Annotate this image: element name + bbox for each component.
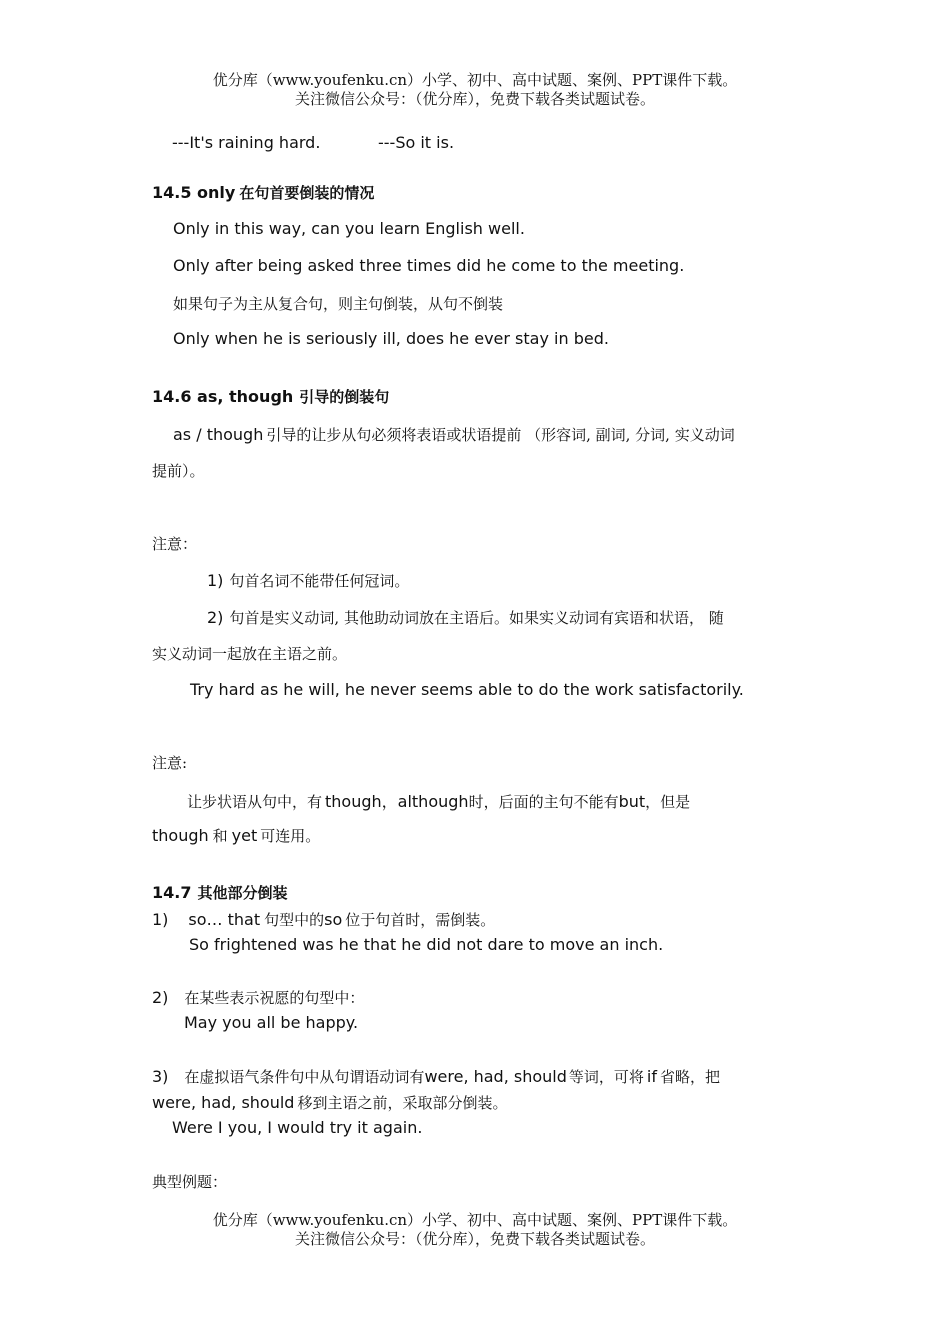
s147-item-1-zh1: 句型中的 (264, 911, 325, 929)
header-line-1: 优分库（www.youfenku.cn）小学、初中、高中试题、案例、PPT课件下载。 (212, 71, 738, 89)
s146-note-item-2-cont: 实义动词一起放在主语之前。 (152, 645, 348, 663)
s147-item-3-cont (152, 1092, 507, 1113)
s146-note2-e: ，但是 (645, 793, 691, 811)
s147-item-1-zh2: 位于句首时，需倒装。 (345, 911, 496, 929)
s147-item-3-en3: were, had, should (152, 1093, 295, 1112)
s147-item-2-example: May you all be happy. (184, 1013, 359, 1032)
s146-description (173, 424, 735, 445)
s146-desc-zh: 引导的让步从句必须将表语或状语提前 （形容词, 副词, 分词, 实义动词 (266, 426, 735, 444)
s146-item-2-num: 2) (207, 608, 224, 627)
dialogue-line-a: ---It's raining hard. (172, 133, 321, 152)
s145-example-2: Only after being asked three times did he come to the meeting. (173, 256, 685, 275)
s147-item-3-zh2: 等词，可将 (568, 1068, 644, 1086)
s147-item-3-example: Were I you, I would try it again. (172, 1118, 423, 1137)
s146-note2-c: 时，后面的主句不能有 (468, 793, 619, 811)
s146-note-label: 注意： (152, 535, 198, 553)
section-14-5-number: 14.5 only (152, 183, 236, 202)
s146-example: Try hard as he will, he never seems able to do the work satisfactorily. (190, 680, 744, 699)
s146-note2-line-1 (187, 789, 690, 812)
section-14-6-title (152, 386, 389, 407)
footer-line-2: 关注微信公众号：（优分库），免费下载各类试题试卷。 (294, 1230, 655, 1248)
section-14-5-title-zh: 在句首要倒装的情况 (239, 184, 375, 202)
s147-item-1-example: So frightened was he that he did not dare to move an inch. (189, 935, 664, 954)
section-14-7-number: 14.7 (152, 883, 192, 902)
s147-item-1-en: so… that (188, 910, 261, 929)
s147-item-3-num: 3) (152, 1067, 169, 1086)
s147-item-2-num: 2) (152, 988, 169, 1007)
s146-item-1-text: 句首名词不能带任何冠词。 (229, 572, 410, 590)
s146-note-item-1 (207, 570, 409, 591)
s146-note2-h: yet (231, 826, 258, 845)
s146-note2-b: though，although (325, 792, 469, 811)
section-14-7-title-zh: 其他部分倒装 (197, 884, 288, 902)
header-line-2: 关注微信公众号：（优分库），免费下载各类试题试卷。 (294, 90, 655, 108)
s147-item-3 (152, 1066, 720, 1087)
s145-example-1: Only in this way, can you learn English well. (173, 219, 525, 238)
dialogue-line-b: ---So it is. (378, 133, 455, 152)
s146-note2-g: 和 (212, 827, 228, 845)
section-14-6-title-zh: 引导的倒装句 (299, 388, 390, 406)
s147-item-3-zh3: 省略，把 (659, 1068, 720, 1086)
s146-description-cont: 提前）。 (152, 462, 205, 480)
typical-examples-label: 典型例题： (152, 1173, 228, 1191)
s146-note2-a: 让步状语从句中，有 (187, 793, 323, 811)
s147-item-3-zh1: 在虚拟语气条件句中从句谓语动词有 (184, 1068, 425, 1086)
s146-desc-en: as / though (173, 425, 264, 444)
s147-item-2 (152, 987, 364, 1008)
section-14-5-title (152, 182, 374, 203)
s147-item-3-en2: if (646, 1067, 657, 1086)
s147-item-3-zh4: 移到主语之前，采取部分倒装。 (297, 1094, 508, 1112)
s146-item-1-num: 1) (207, 571, 224, 590)
s145-note: 如果句子为主从复合句，则主句倒装，从句不倒装 (173, 295, 504, 313)
s147-item-1-num: 1) (152, 910, 169, 929)
section-14-7-title (152, 882, 288, 903)
s146-item-2-text: 句首是实义动词, 其他助动词放在主语后。如果实义动词有宾语和状语， 随 (229, 609, 724, 627)
s146-note2-i: 可连用。 (260, 827, 321, 845)
s145-example-3: Only when he is seriously ill, does he ever stay in bed. (173, 329, 609, 348)
footer-line-1: 优分库（www.youfenku.cn）小学、初中、高中试题、案例、PPT课件下载。 (212, 1211, 738, 1229)
s146-note2-label: 注意: (152, 754, 188, 772)
s146-note2-line-2 (152, 825, 320, 846)
section-14-6-number: 14.6 as, though (152, 387, 294, 406)
s146-note2-f: though (152, 826, 209, 845)
s147-item-1-en2: so (324, 910, 343, 929)
s147-item-2-zh: 在某些表示祝愿的句型中： (184, 989, 365, 1007)
s146-note-item-2 (207, 607, 724, 628)
s147-item-1 (152, 909, 495, 930)
s146-note2-d: but (618, 792, 646, 811)
s147-item-3-en1: were, had, should (424, 1067, 567, 1086)
